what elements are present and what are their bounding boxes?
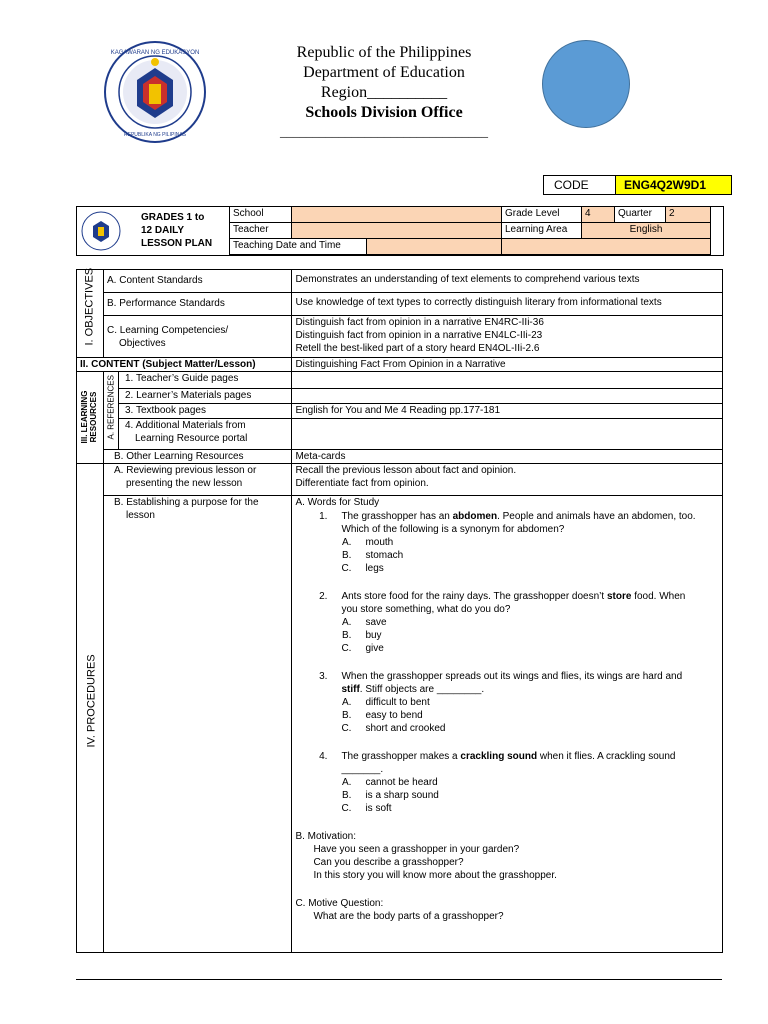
question-2-choice-letter: C. bbox=[341, 643, 352, 654]
question-1-number: 1. bbox=[319, 511, 328, 522]
svg-text:REPUBLIKA NG PILIPINAS: REPUBLIKA NG PILIPINAS bbox=[124, 132, 186, 138]
question-2-choice-text: buy bbox=[365, 630, 382, 641]
question-2-choice-text: give bbox=[365, 643, 384, 654]
question-4-choice bbox=[295, 802, 719, 815]
question-1-choice bbox=[295, 549, 719, 562]
competency-1: Distinguish fact from opinion in a narrative EN4RC-IIi-36 bbox=[295, 317, 544, 328]
purpose-label bbox=[104, 496, 292, 953]
question-1-choice bbox=[295, 562, 719, 575]
question-2-number: 2. bbox=[319, 591, 328, 602]
competency-3: Retell the best-liked part of a story heard EN4OL-IIi-2.6 bbox=[295, 343, 540, 354]
motivation-line2: Can you describe a grasshopper? bbox=[313, 857, 464, 868]
textbook-pages-label: 3. Textbook pages bbox=[119, 404, 292, 419]
competencies-label bbox=[104, 316, 292, 358]
quarter-field[interactable]: 2 bbox=[666, 207, 711, 223]
learners-materials-label: 2. Learner’s Materials pages bbox=[119, 389, 292, 404]
question-3-line2 bbox=[295, 683, 719, 696]
question-1-choice-text: stomach bbox=[365, 550, 404, 561]
header-division: Schools Division Office bbox=[305, 104, 463, 121]
teaching-date-extra bbox=[502, 239, 711, 255]
motivation-line1: Have you seen a grasshopper in your garden? bbox=[313, 844, 520, 855]
header-underline: ________________________________ bbox=[280, 124, 488, 139]
question-4-text-b: when it flies. A crackling sound bbox=[537, 751, 676, 762]
teaching-date-row[interactable] bbox=[230, 239, 502, 255]
teachers-guide-label: 1. Teacher’s Guide pages bbox=[119, 372, 292, 389]
question-4-choices bbox=[295, 776, 719, 815]
reviewing-label bbox=[104, 464, 292, 496]
performance-standards-label: B. Performance Standards bbox=[104, 293, 292, 316]
question-4-choice-text: cannot be heard bbox=[365, 777, 438, 788]
teaching-date-field[interactable] bbox=[367, 239, 501, 254]
question-4-choice-letter: B. bbox=[341, 790, 352, 801]
additional-materials-value bbox=[292, 419, 723, 450]
plan-header bbox=[76, 206, 724, 256]
competency-2: Distinguish fact from opinion in a narrative EN4LC-IIi-23 bbox=[295, 330, 543, 341]
question-2-text-a: Ants store food for the rainy days. The grasshopper doesn’t bbox=[341, 591, 607, 602]
purpose-label-line2: lesson bbox=[126, 510, 155, 521]
additional-materials-line1: 4. Additional Materials from bbox=[125, 420, 246, 431]
question-1-text bbox=[341, 510, 695, 523]
references-title: A. REFERENCES bbox=[106, 375, 116, 440]
question-3-keyword: stiff bbox=[341, 684, 360, 695]
motive-question-line1: What are the body parts of a grasshopper? bbox=[313, 911, 504, 922]
question-3-choices bbox=[295, 696, 719, 735]
competencies-value bbox=[292, 316, 723, 358]
question-3-number: 3. bbox=[319, 671, 328, 682]
question-2-keyword: store bbox=[606, 591, 632, 602]
question-2-line2: you store something, what do you do? bbox=[341, 604, 511, 615]
question-1-choice bbox=[295, 536, 719, 549]
question-2-choice-text: save bbox=[365, 617, 387, 628]
question-4-keyword: crackling sound bbox=[460, 751, 538, 762]
teacher-label: Teacher bbox=[230, 223, 292, 239]
question-1-text-a: The grasshopper has an bbox=[341, 511, 453, 522]
header-department: Department of Education bbox=[303, 64, 465, 81]
motivation-line3: In this story you will know more about the grasshopper. bbox=[313, 870, 557, 881]
other-resources-value: Meta-cards bbox=[292, 450, 723, 464]
question-2 bbox=[295, 590, 719, 603]
question-3-choice-text: easy to bend bbox=[365, 710, 423, 721]
question-2-choice-letter: A. bbox=[341, 617, 352, 628]
question-4-choice bbox=[295, 789, 719, 802]
code-label: CODE bbox=[544, 176, 616, 195]
question-4-text-a: The grasshopper makes a bbox=[341, 751, 461, 762]
question-3-choice-text: difficult to bent bbox=[365, 697, 430, 708]
plan-title-line2: 12 DAILY bbox=[141, 225, 184, 236]
footer-rule bbox=[76, 979, 722, 980]
question-4-choice-text: is soft bbox=[365, 803, 392, 814]
objectives-title: I. OBJECTIVES bbox=[83, 267, 96, 346]
question-2-choices bbox=[295, 616, 719, 655]
resources-section bbox=[77, 372, 104, 464]
competencies-label-line2: Objectives bbox=[119, 338, 166, 349]
question-4-choice-letter: A. bbox=[341, 777, 352, 788]
procedures-section bbox=[77, 464, 104, 953]
question-1-choice-text: mouth bbox=[365, 537, 394, 548]
performance-standards-value: Use knowledge of text types to correctly distinguish literary from informational texts bbox=[292, 293, 723, 316]
question-4 bbox=[295, 750, 719, 763]
question-3-choice-letter: B. bbox=[341, 710, 352, 721]
purpose-label-line1: B. Establishing a purpose for the bbox=[114, 497, 259, 508]
question-1-choice-letter: A. bbox=[341, 537, 352, 548]
question-4-choice-letter: C. bbox=[341, 803, 352, 814]
header-region: Region__________ bbox=[320, 84, 448, 101]
content-label: II. CONTENT (Subject Matter/Lesson) bbox=[77, 358, 292, 372]
question-3-choice bbox=[295, 722, 719, 735]
question-3-text: When the grasshopper spreads out its wings and flies, its wings are hard and bbox=[341, 671, 683, 682]
code-value: ENG4Q2W9D1 bbox=[616, 176, 732, 195]
question-3-choice bbox=[295, 709, 719, 722]
question-4-text bbox=[341, 750, 675, 763]
blue-circle bbox=[542, 40, 630, 128]
question-2-text-b: food. When bbox=[631, 591, 686, 602]
purpose-content bbox=[292, 496, 723, 953]
school-field[interactable] bbox=[292, 207, 502, 223]
question-2-choice bbox=[295, 616, 719, 629]
additional-materials-label bbox=[119, 419, 292, 450]
procedures-title: IV. PROCEDURES bbox=[85, 654, 98, 748]
question-3-choice-letter: C. bbox=[341, 723, 352, 734]
question-4-choice bbox=[295, 776, 719, 789]
question-3-choice bbox=[295, 696, 719, 709]
reviewing-label-line2: presenting the new lesson bbox=[126, 478, 243, 489]
question-4-choice-text: is a sharp sound bbox=[365, 790, 439, 801]
reviewing-label-line1: A. Reviewing previous lesson or bbox=[114, 465, 257, 476]
references-section bbox=[104, 372, 119, 450]
header-republic: Republic of the Philippines bbox=[296, 44, 472, 61]
code-box bbox=[543, 175, 732, 195]
learners-materials-value bbox=[292, 389, 723, 404]
question-3-text-b: . Stiff objects are ________. bbox=[359, 684, 485, 695]
content-standards-label: A. Content Standards bbox=[104, 270, 292, 293]
quarter-label: Quarter bbox=[615, 207, 666, 223]
teaching-date-label: Teaching Date and Time bbox=[230, 239, 367, 254]
question-2-choice bbox=[295, 629, 719, 642]
question-3 bbox=[295, 670, 719, 683]
question-1-text-b: . People and animals have an abdomen, too. bbox=[497, 511, 696, 522]
question-3-choice-letter: A. bbox=[341, 697, 352, 708]
plan-title-line3: LESSON PLAN bbox=[141, 238, 213, 249]
plan-title bbox=[141, 211, 212, 250]
resources-title: III. LEARNING RESOURCES bbox=[80, 390, 98, 444]
question-2-text bbox=[341, 590, 685, 603]
reviewing-value-line2: Differentiate fact from opinion. bbox=[295, 478, 429, 489]
learning-area-field[interactable]: English bbox=[582, 223, 711, 239]
content-value: Distinguishing Fact From Opinion in a Narrative bbox=[292, 358, 723, 372]
small-seal-icon bbox=[81, 211, 121, 251]
words-for-study-title: A. Words for Study bbox=[295, 497, 380, 508]
motive-question-title: C. Motive Question: bbox=[295, 898, 384, 909]
question-1 bbox=[295, 510, 719, 523]
svg-text:KAGAWARAN NG EDUKASYON: KAGAWARAN NG EDUKASYON bbox=[110, 50, 200, 56]
competencies-label-line1: C. Learning Competencies/ bbox=[107, 325, 229, 336]
content-standards-value: Demonstrates an understanding of text elements to comprehend various texts bbox=[292, 270, 723, 293]
teachers-guide-value bbox=[292, 372, 723, 389]
grade-level-label: Grade Level bbox=[502, 207, 582, 223]
question-1-line2: Which of the following is a synonym for abdomen? bbox=[341, 524, 565, 535]
additional-materials-line2: Learning Resource portal bbox=[135, 433, 248, 444]
teacher-field[interactable] bbox=[292, 223, 502, 239]
textbook-pages-value: English for You and Me 4 Reading pp.177-181 bbox=[292, 404, 723, 419]
plan-title-line1: GRADES 1 to bbox=[141, 212, 205, 223]
question-1-keyword: abdomen bbox=[452, 511, 498, 522]
question-4-line2: _______. bbox=[341, 764, 384, 775]
question-1-choice-letter: B. bbox=[341, 550, 352, 561]
question-2-choice-letter: B. bbox=[341, 630, 352, 641]
motivation-title: B. Motivation: bbox=[295, 831, 357, 842]
question-1-choice-letter: C. bbox=[341, 563, 352, 574]
lesson-plan-table bbox=[76, 269, 723, 953]
question-4-number: 4. bbox=[319, 751, 328, 762]
question-1-choice-text: legs bbox=[365, 563, 384, 574]
reviewing-value-line1: Recall the previous lesson about fact and opinion. bbox=[295, 465, 517, 476]
question-3-choice-text: short and crooked bbox=[365, 723, 446, 734]
reviewing-value bbox=[292, 464, 723, 496]
school-label: School bbox=[230, 207, 292, 223]
learning-area-label: Learning Area bbox=[502, 223, 582, 239]
other-resources-label: B. Other Learning Resources bbox=[104, 450, 292, 464]
question-1-choices bbox=[295, 536, 719, 575]
question-2-choice bbox=[295, 642, 719, 655]
grade-level-field[interactable]: 4 bbox=[582, 207, 615, 223]
objectives-section bbox=[77, 267, 104, 358]
